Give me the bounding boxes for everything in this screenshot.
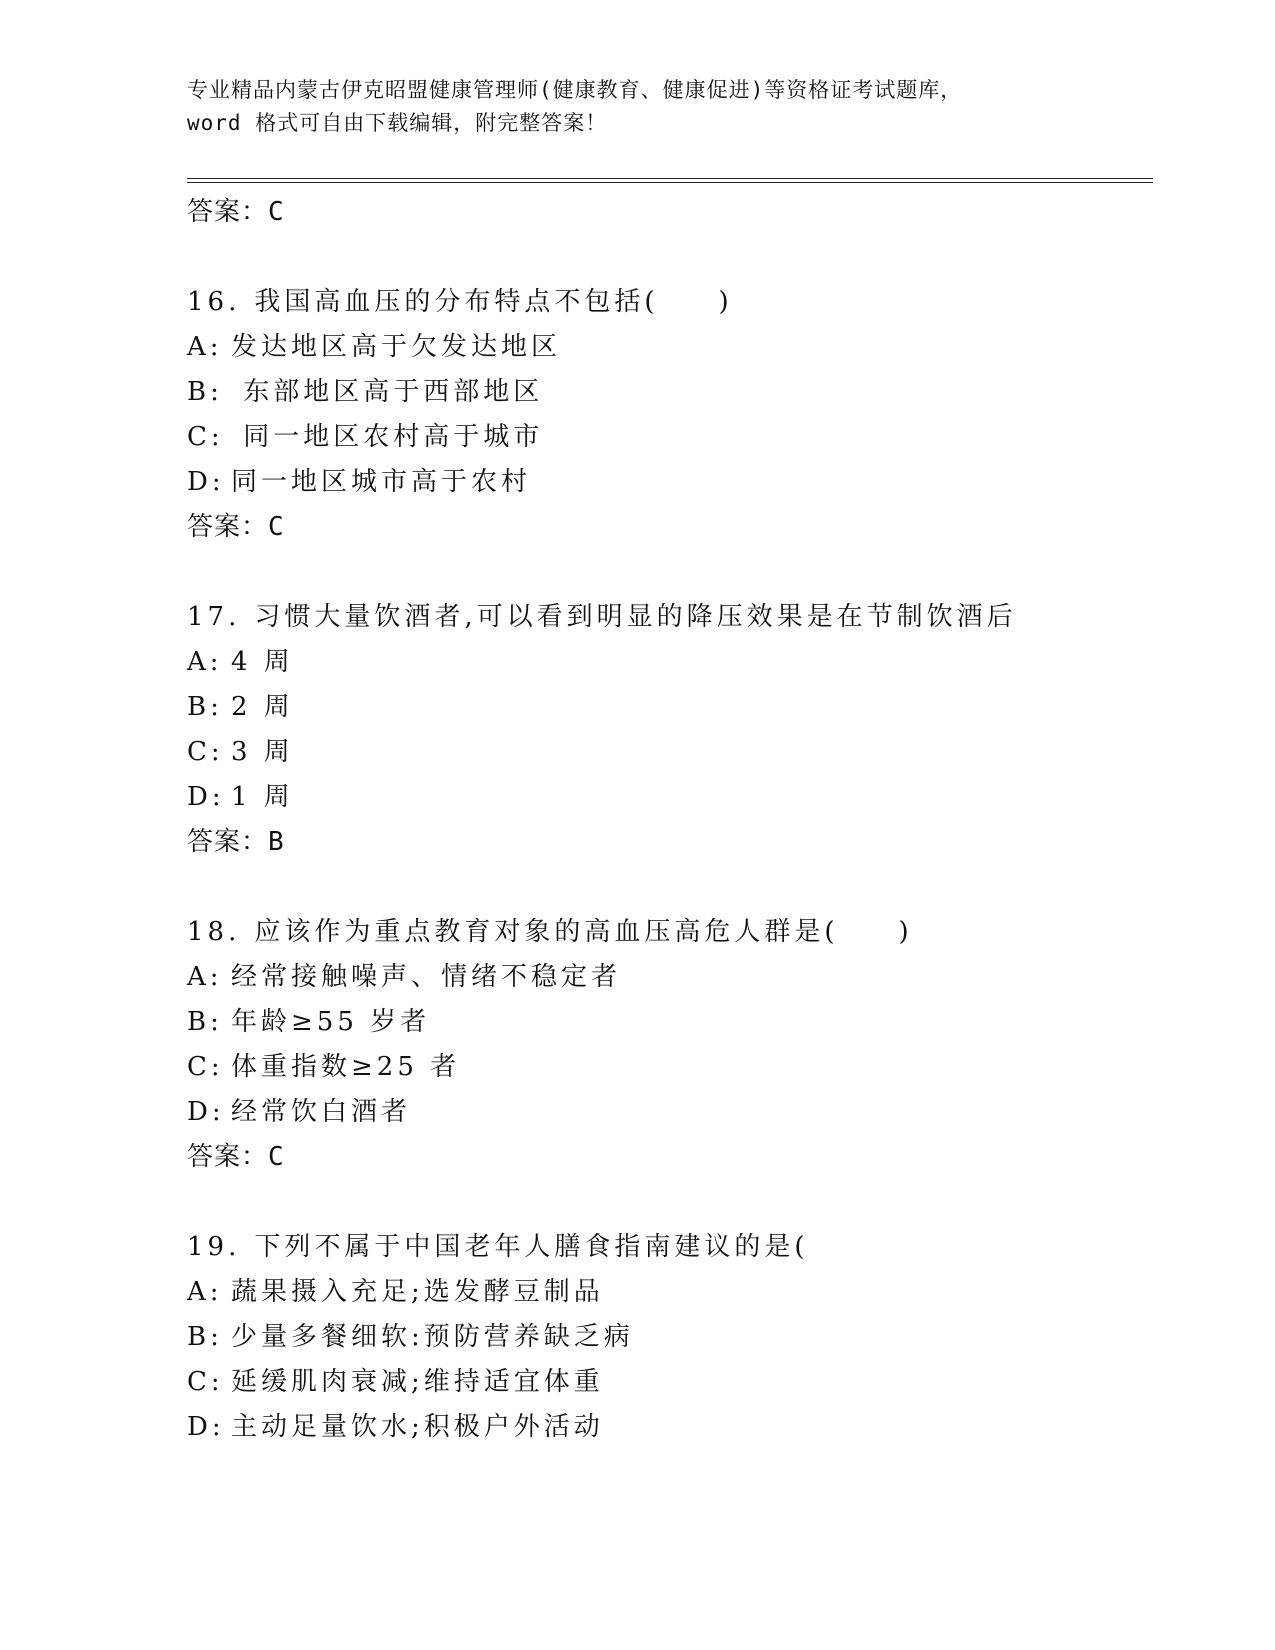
- option-letter: D:: [187, 782, 225, 812]
- option-text: 经常饮白酒者: [231, 1097, 412, 1127]
- option-text: 蔬果摄入充足;选发酵豆制品: [231, 1277, 604, 1307]
- option-text: 东部地区高于西部地区: [231, 377, 544, 407]
- answer-label: 答案：: [187, 197, 269, 227]
- option-letter: D:: [187, 1097, 225, 1127]
- question-number: 17.: [187, 602, 241, 632]
- page-header: [187, 74, 1067, 140]
- question-text: [187, 1225, 1147, 1270]
- option-text: 经常接触噪声、情绪不稳定者: [231, 962, 622, 992]
- option-d: [187, 460, 1147, 505]
- option-letter: C:: [187, 1367, 224, 1397]
- option-text: 体重指数≥25 者: [231, 1052, 461, 1082]
- option-b: [187, 1000, 1147, 1045]
- option-d: [187, 1405, 1147, 1450]
- option-text: 3 周: [231, 737, 294, 767]
- option-b: [187, 685, 1147, 730]
- option-letter: C:: [187, 737, 224, 767]
- option-a: [187, 1270, 1147, 1315]
- option-letter: B:: [187, 692, 223, 722]
- question-number: 19.: [187, 1232, 241, 1262]
- option-letter: D:: [187, 467, 225, 497]
- answer-value: C: [268, 197, 285, 227]
- option-text: 4 周: [231, 647, 294, 677]
- question-number: 18.: [187, 917, 241, 947]
- option-a: [187, 325, 1147, 370]
- question-18: [187, 910, 1147, 1180]
- option-letter: C:: [187, 422, 224, 452]
- answer-value: C: [268, 512, 285, 542]
- option-letter: A:: [187, 1277, 223, 1307]
- answer-line: [187, 190, 1147, 235]
- option-text: 发达地区高于欠发达地区: [231, 332, 562, 362]
- question-17: [187, 595, 1147, 865]
- option-c: [187, 1045, 1147, 1090]
- option-letter: C:: [187, 1052, 224, 1082]
- option-text: 同一地区城市高于农村: [231, 467, 532, 497]
- question-stem: 下列不属于中国老年人膳食指南建议的是(: [254, 1232, 809, 1262]
- header-double-rule: [187, 178, 1153, 183]
- answer-line: [187, 820, 1147, 865]
- option-text: 年龄≥55 岁者: [231, 1007, 431, 1037]
- option-letter: A:: [187, 962, 223, 992]
- option-letter: B:: [187, 1007, 223, 1037]
- option-letter: A:: [187, 647, 223, 677]
- question-text: [187, 910, 1147, 955]
- answer-value: C: [268, 1142, 285, 1172]
- option-text: 延缓肌肉衰减;维持适宜体重: [231, 1367, 604, 1397]
- question-19: [187, 1225, 1147, 1450]
- option-a: [187, 955, 1147, 1000]
- answer-line: [187, 505, 1147, 550]
- option-text: 2 周: [231, 692, 294, 722]
- option-c: [187, 730, 1147, 775]
- answer-label: 答案：: [187, 827, 269, 857]
- option-d: [187, 775, 1147, 820]
- option-a: [187, 640, 1147, 685]
- header-line-2: word 格式可自由下载编辑，附完整答案！: [187, 111, 608, 135]
- option-c: [187, 415, 1147, 460]
- question-16: [187, 280, 1147, 550]
- option-text: 主动足量饮水;积极户外活动: [231, 1412, 604, 1442]
- option-text: 同一地区农村高于城市: [231, 422, 544, 452]
- answer-label: 答案：: [187, 1142, 269, 1172]
- option-b: [187, 370, 1147, 415]
- option-d: [187, 1090, 1147, 1135]
- answer-line: [187, 1135, 1147, 1180]
- question-text: [187, 595, 1147, 640]
- question-number: 16.: [187, 287, 241, 317]
- question-stem: 我国高血压的分布特点不包括( ): [254, 287, 733, 317]
- option-text: 少量多餐细软:预防营养缺乏病: [231, 1322, 634, 1352]
- option-b: [187, 1315, 1147, 1360]
- option-letter: D:: [187, 1412, 225, 1442]
- option-c: [187, 1360, 1147, 1405]
- question-stem: 应该作为重点教育对象的高血压高危人群是( ): [254, 917, 913, 947]
- header-line-1: 专业精品内蒙古伊克昭盟健康管理师(健康教育、健康促进)等资格证考试题库，: [187, 78, 963, 102]
- option-letter: A:: [187, 332, 223, 362]
- question-text: [187, 280, 1147, 325]
- option-letter: B:: [187, 377, 223, 407]
- answer-label: 答案：: [187, 512, 269, 542]
- option-text: 1 周: [231, 782, 294, 812]
- question-stem: 习惯大量饮酒者,可以看到明显的降压效果是在节制饮酒后: [254, 602, 1017, 632]
- answer-value: B: [268, 827, 285, 857]
- question-list: [187, 190, 1147, 1450]
- option-letter: B:: [187, 1322, 223, 1352]
